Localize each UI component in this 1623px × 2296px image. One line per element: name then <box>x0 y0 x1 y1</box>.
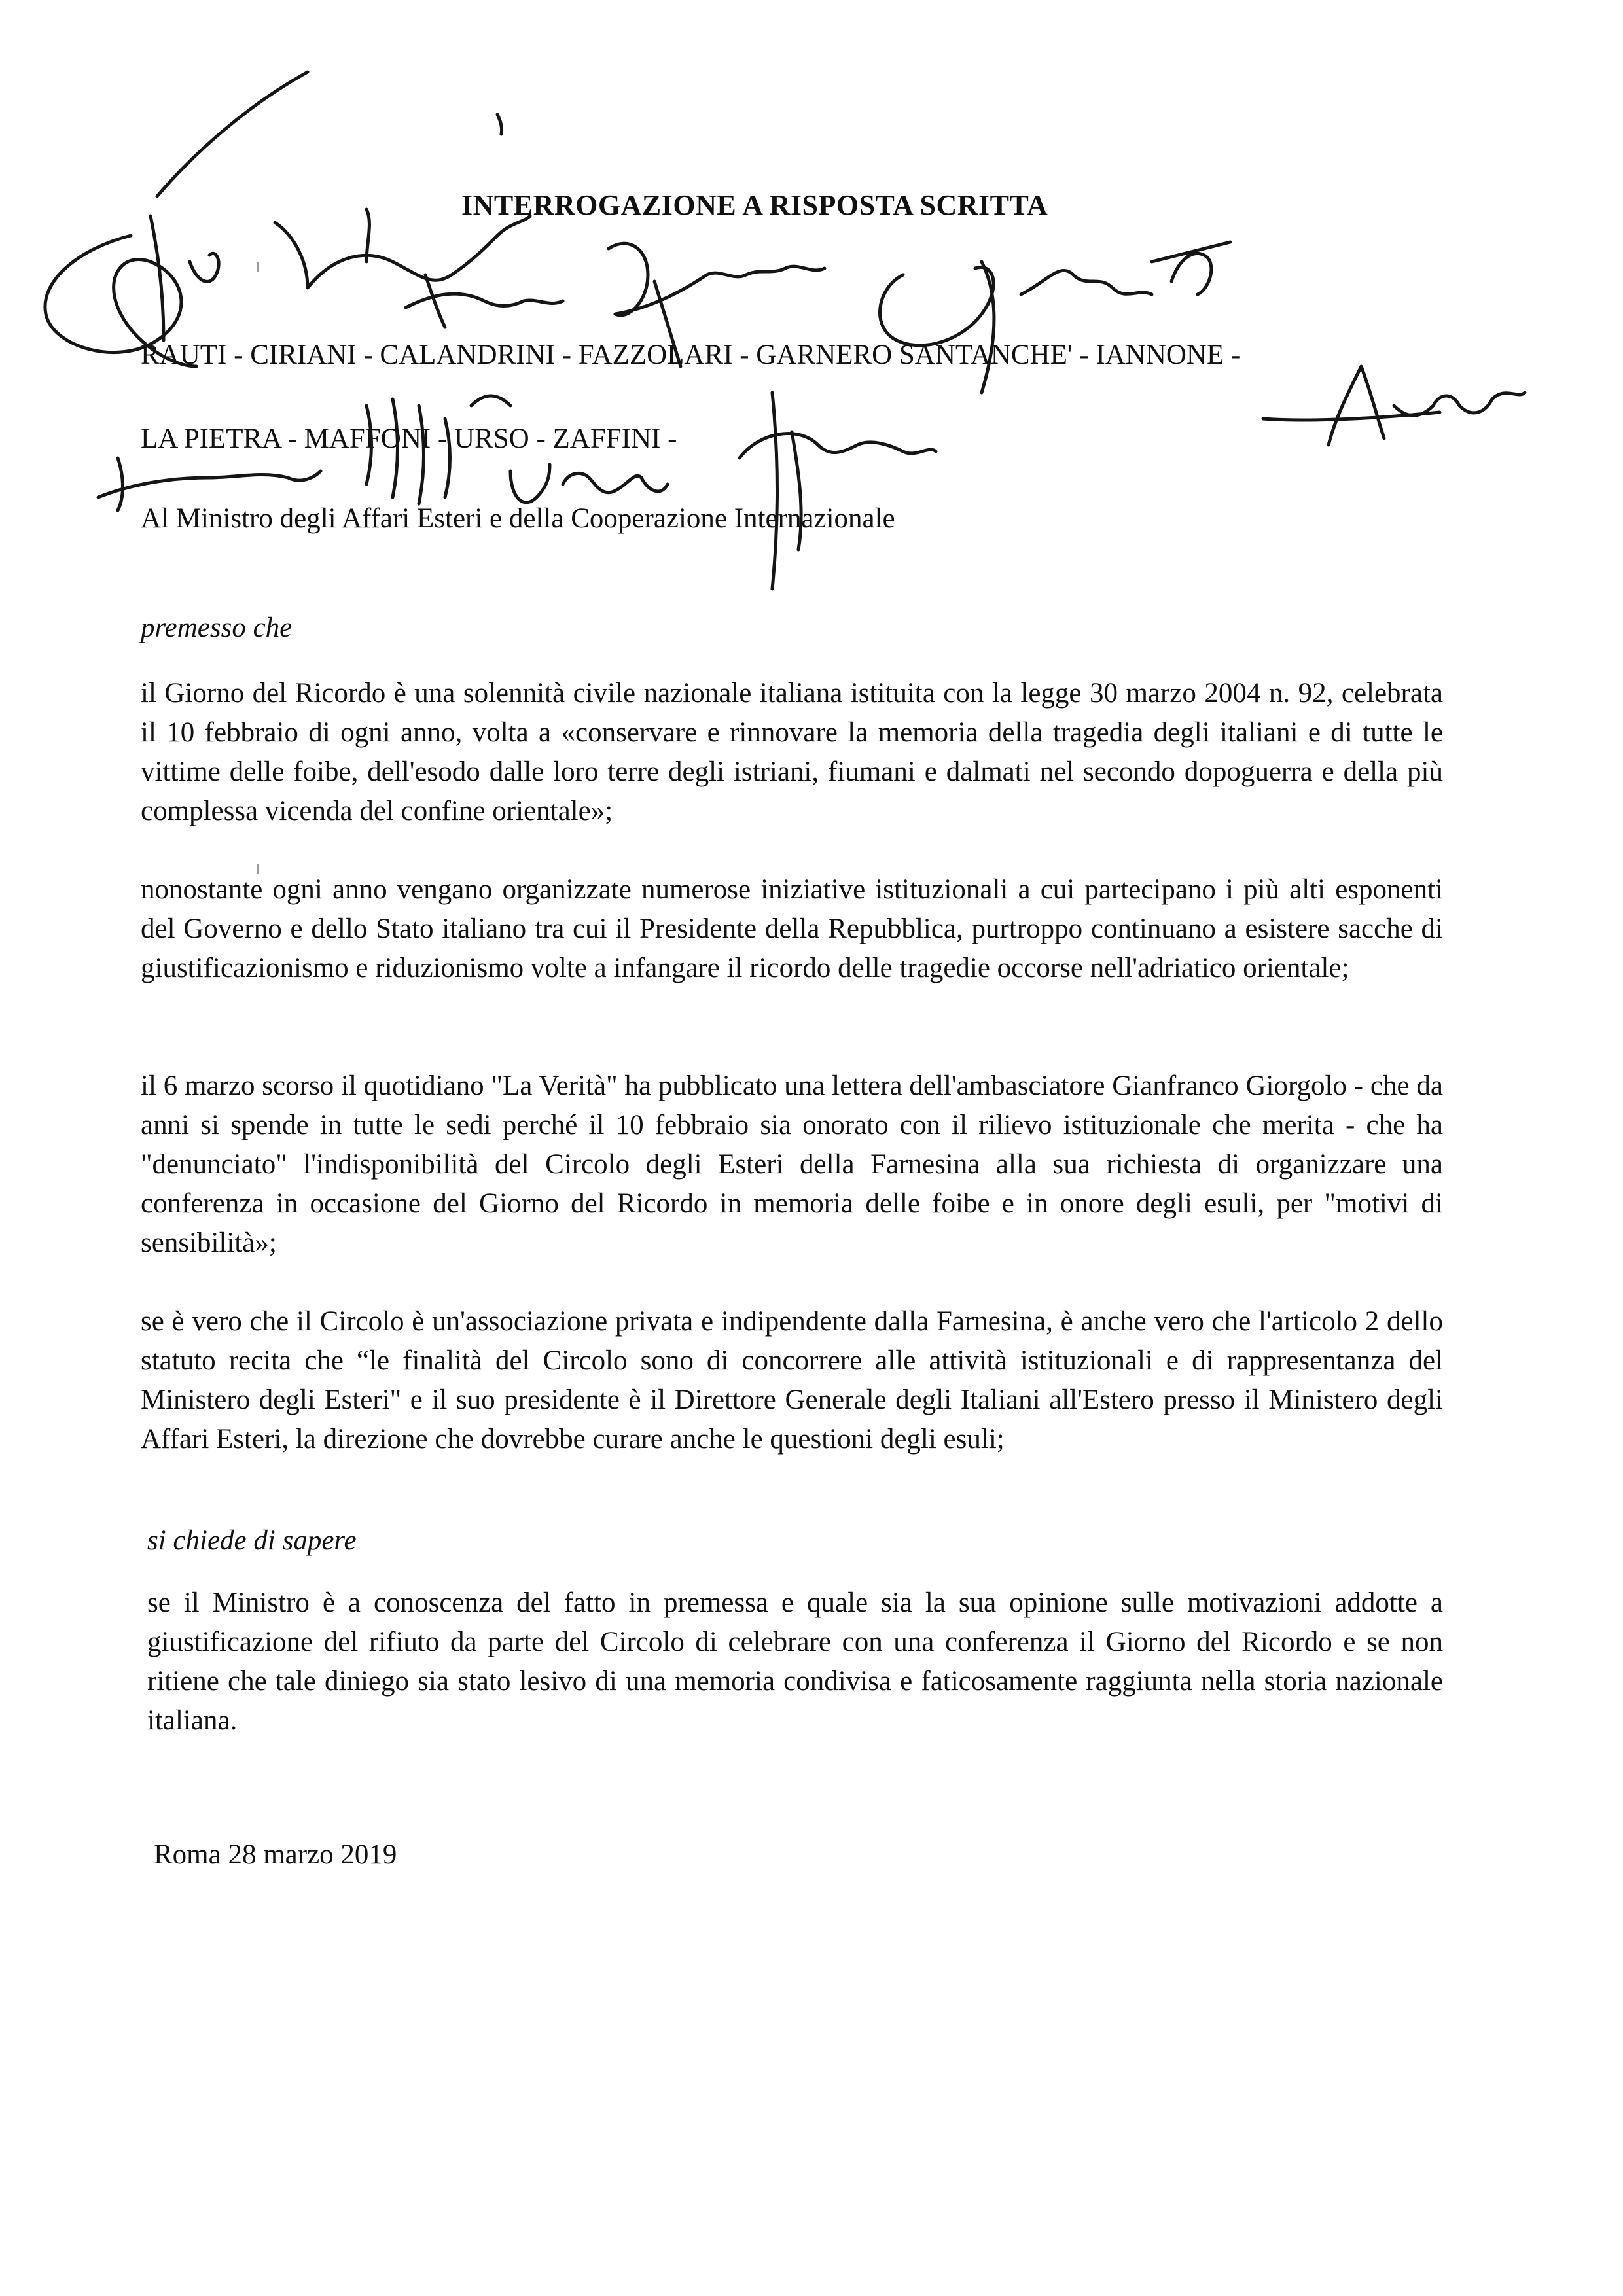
paragraph-1 <box>141 674 1443 831</box>
request-label: si chiede di sapere <box>147 1525 357 1556</box>
signature-fazzolari <box>609 243 825 315</box>
signature-urso <box>510 465 668 503</box>
signature-la-pietra <box>118 458 123 510</box>
signature-maffoni <box>471 396 510 406</box>
signature-rauti <box>151 216 164 340</box>
signature-iannone <box>1329 366 1384 445</box>
signature-iannone <box>1263 412 1440 420</box>
signature-stroke <box>157 72 308 196</box>
paragraph-2-text: nonostante ogni anno vengano organizzate numerose iniziative istituzionali a cui partecipano i più alti esponenti del Governo e dello Stato italiano tra cui il Presidente della Repubblica, purtroppo continuano a esistere sacche di giustificazionismo e riduzionismo volte a infangare il ricordo delle tragedie occorse nell'adriatico orientale; <box>141 874 1443 983</box>
request-paragraph-text: se il Ministro è a conoscenza del fatto in premessa e quale sia la sua opinione sulle motivazioni addotte a giustificazione del rifiuto da parte del Circolo di celebrare con una conferenza il Giorno del Ricordo e se non ritiene che tale diniego sia stato lesivo di una memoria condivisa e faticosamente raggiunta nella storia nazionale italiana. <box>147 1587 1443 1736</box>
signature-stroke <box>497 115 502 134</box>
signature-garnero <box>1021 270 1152 294</box>
paragraph-2 <box>141 870 1443 988</box>
signature-garnero <box>1152 242 1230 294</box>
signers-line-2: LA PIETRA - MAFFONI - URSO - ZAFFINI - <box>141 423 677 454</box>
signature-rauti <box>190 253 219 281</box>
signature-zaffini <box>740 434 936 458</box>
signature-iannone <box>1394 393 1525 415</box>
document-title: INTERROGAZIONE A RISPOSTA SCRITTA <box>461 189 1048 221</box>
paragraph-3-text: il 6 marzo scorso il quotidiano "La Verità" ha pubblicato una lettera dell'ambasciatore Gianfranco Giorgolo - che da anni si spende in tutte le sedi perché il 10 febbraio sia onorato con il rilievo istituzionale che merita - che ha "denunciato" l'indisponibilità del Circolo degli Esteri della Farnesina alla sua richiesta di organizzare una conferenza in occasione del Giorno del Ricordo in memoria delle foibe e in onore degli esuli, per "motivi di sensibilità»; <box>141 1070 1443 1258</box>
signature-la-pietra <box>98 471 321 497</box>
paragraph-3 <box>141 1067 1443 1263</box>
paragraph-1-text: il Giorno del Ricordo è una solennità civile nazionale italiana istituita con la legge 30 marzo 2004 n. 92, celebrata il 10 febbraio di ogni anno, volta a «conservare e rinnovare la memoria della tragedia degli italiani e di tutte le vittime delle foibe, dell'esodo dalle loro terre degli istriani, fiumani e dalmati nel secondo dopoguerra e della più complessa vicenda del confine orientale»; <box>141 678 1443 826</box>
handwritten-signatures <box>0 0 1623 654</box>
signature-calandrini <box>425 275 445 327</box>
scan-artifact-mark <box>257 262 259 272</box>
addressee: Al Ministro degli Affari Esteri e della Cooperazione Internazionale <box>141 503 895 534</box>
signature-calandrini <box>406 294 563 308</box>
premise-label: premesso che <box>141 612 293 643</box>
signature-ciriani <box>275 216 530 288</box>
date-line: Roma 28 marzo 2019 <box>154 1839 397 1870</box>
request-paragraph <box>147 1583 1443 1740</box>
signature-garnero <box>880 262 994 393</box>
signature-ciriani <box>366 209 369 262</box>
signers-line-1: RAUTI - CIRIANI - CALANDRINI - FAZZOLARI - GARNERO SANTANCHE' - IANNONE - <box>141 340 1241 370</box>
scan-artifact-mark <box>257 864 259 874</box>
paragraph-4 <box>141 1302 1443 1459</box>
paragraph-4-text: se è vero che il Circolo è un'associazione privata e indipendente dalla Farnesina, è anche vero che l'articolo 2 dello statuto recita che “le finalità del Circolo sono di concorrere alle attività istituzionali e di rappresentanza del Ministero degli Esteri" e il suo presidente è il Direttore Generale degli Italiani all'Estero presso il Ministero degli Affari Esteri, la direzione che dovrebbe curare anche le questioni degli esuli; <box>141 1306 1443 1455</box>
signature-zaffini <box>772 393 777 589</box>
